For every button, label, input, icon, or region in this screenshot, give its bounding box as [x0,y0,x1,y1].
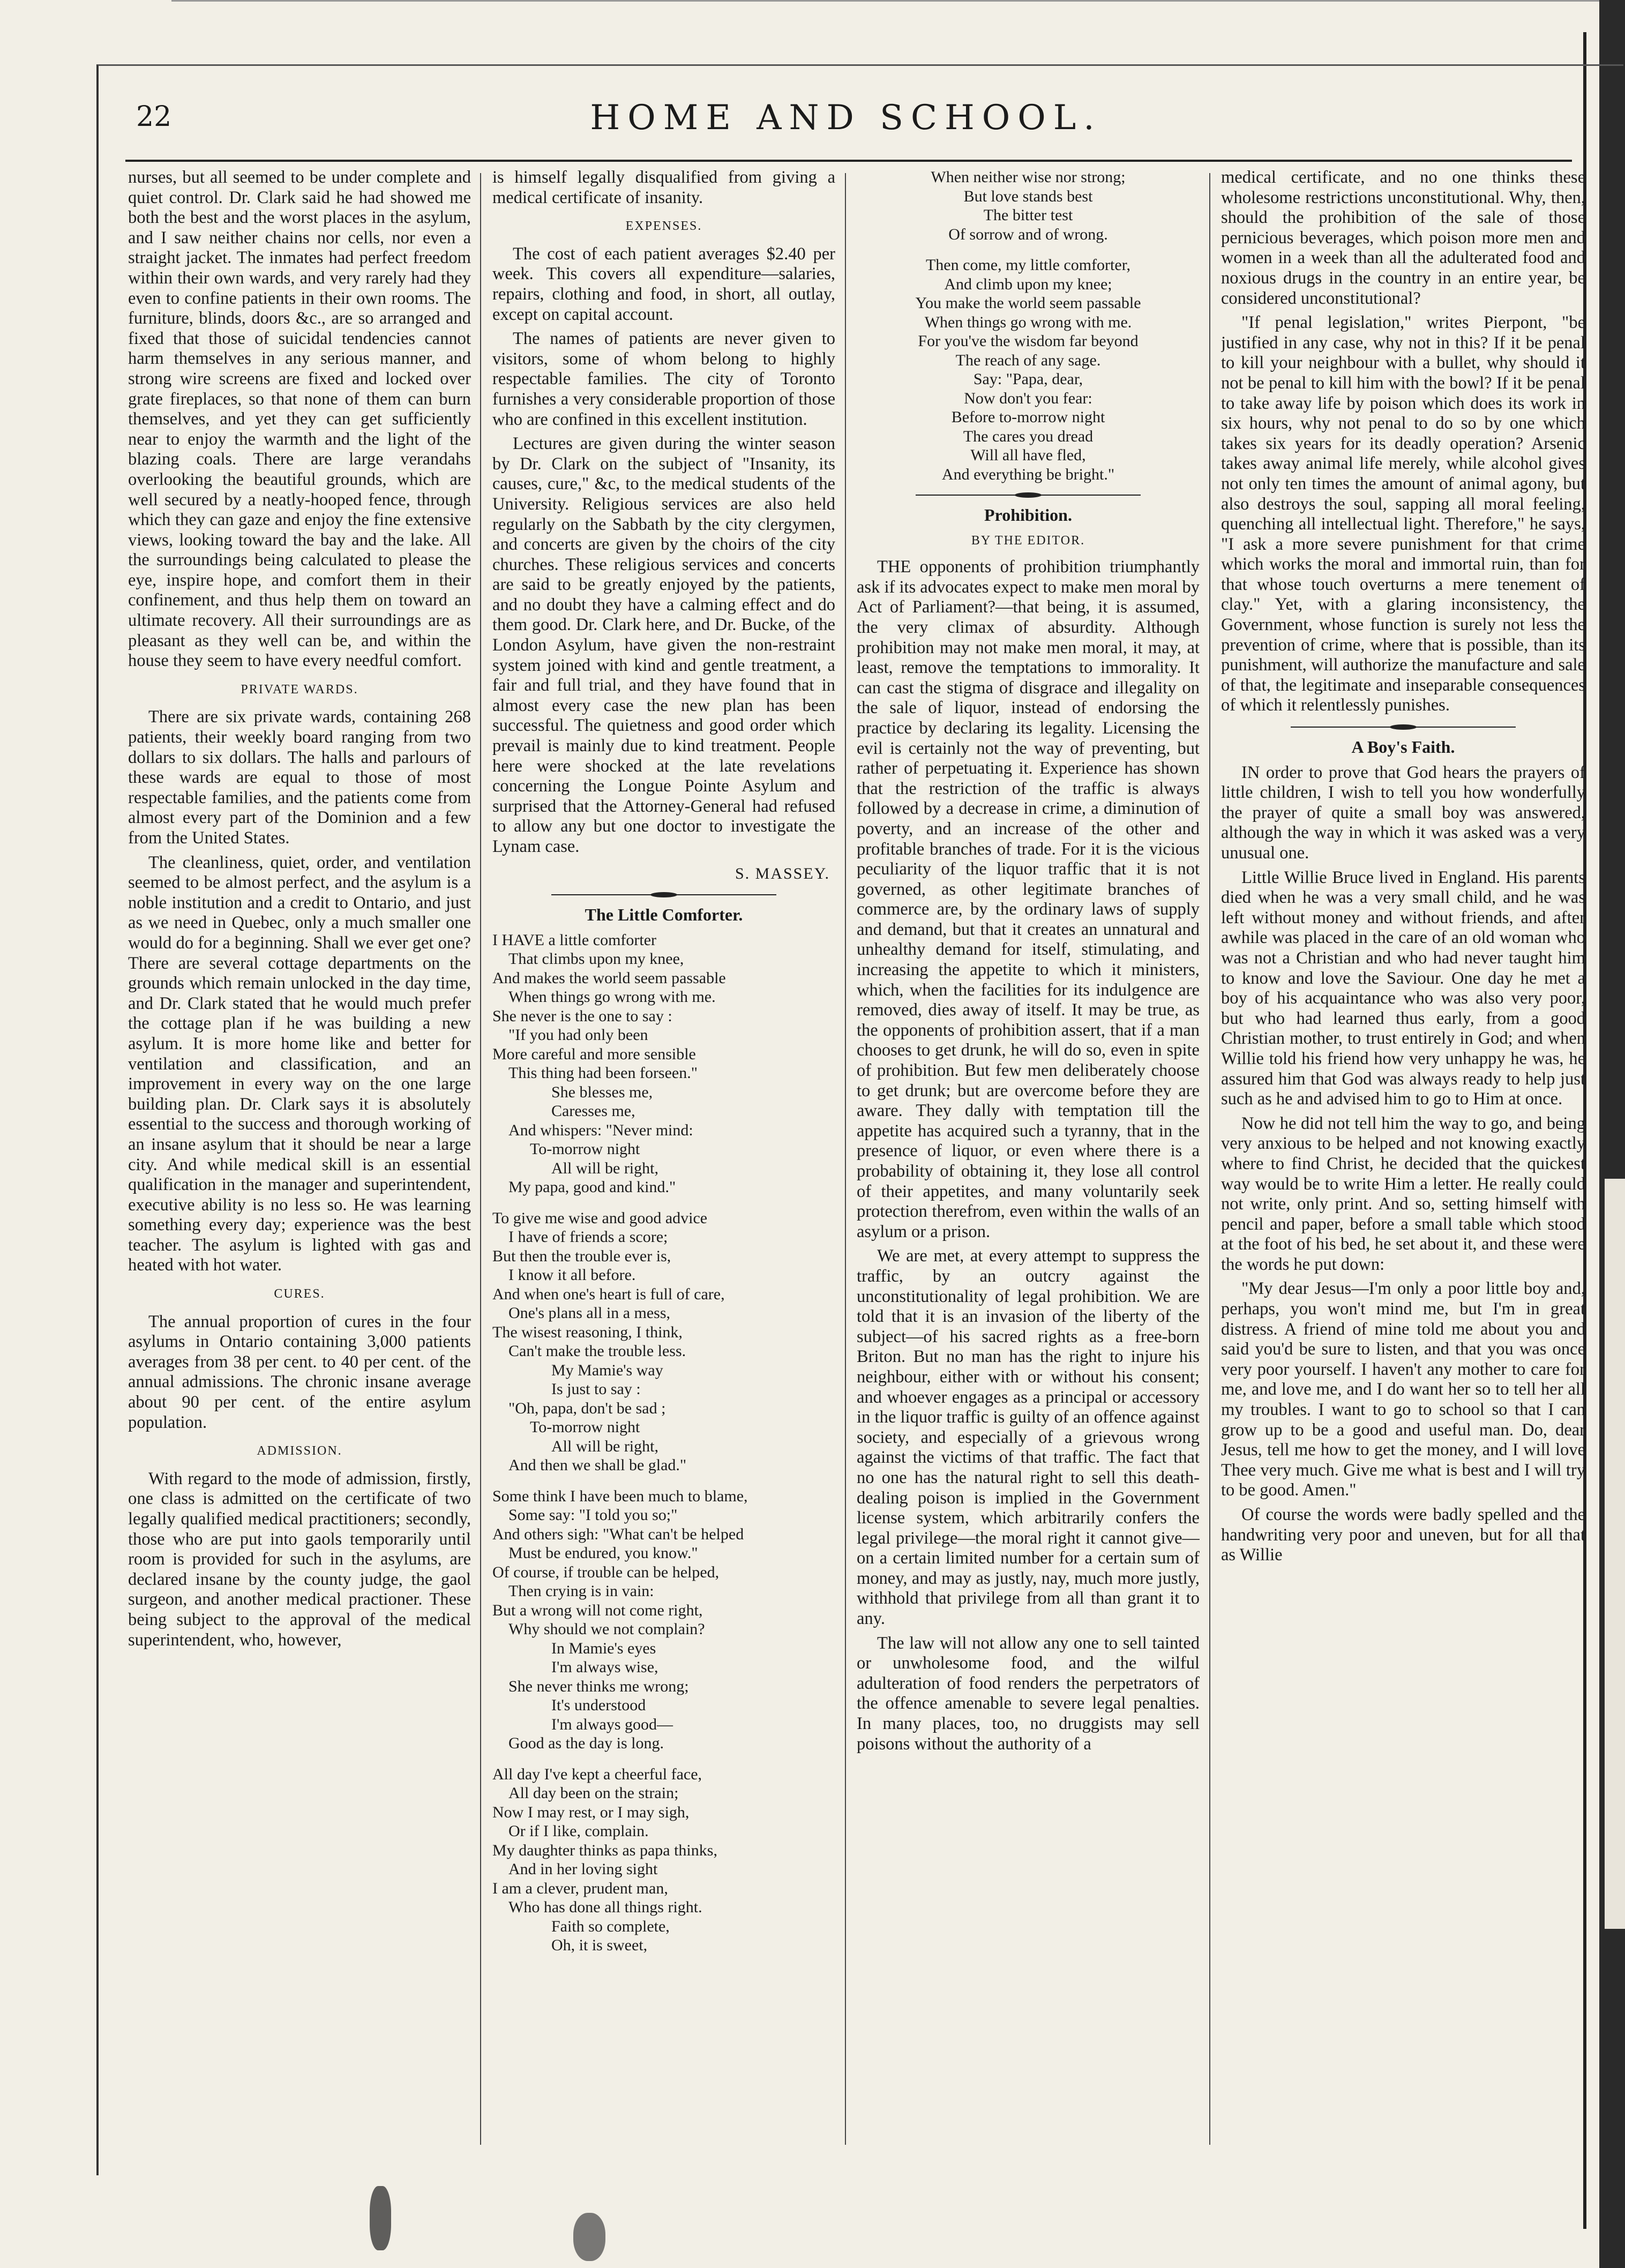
stanza-break [492,1753,835,1765]
paragraph: The cleanliness, quiet, order, and ventilation seemed to be almost perfect, and the asylum is a noble institution and a credit to Ontario, and just as we need in Quebec, only a much smaller one would do for a beginning. Shall we ever get one? There are several cottage departments on the grounds which remain unlocked in the day time, and Dr. Clark stated that he would much prefer the cottage plan if he was building a new asylum. It is more home like and better for ventilation and classification, and an improvement in every way on the one large building plan. Dr. Clark says it is absolutely essential to the success and thorough working of an insane asylum that it should be near a large city. And while medical skill is an essential qualification in the manager and superintendent, executive ability is no less so. He was learning something every day; experience was the best teacher. The asylum is lighted with gas and heated with hot water. [128,852,471,1275]
paragraph: With regard to the mode of admission, firstly, one class is admitted on the certificate of two legally qualified medical practitioners; secondly, those who are put into gaols temporarily until room is provided for such in the asylums, are declared insane by the county judge, the gaol surgeon, and another medical practioner. These being subject to the approval of the medical superintendent, who, however, [128,1469,471,1650]
poem-line: I know it all before. [508,1266,636,1284]
ornamental-divider [1291,724,1516,730]
paragraph: medical certificate, and no one thinks these wholesome restrictions unconstitutional. Why, then, should the prohibition of the sale of those pernicious beverages, which poison more men and women in a week than all the adulterated food and noxious drugs in the country in an entire year, be considered unconstitutional? [1221,168,1585,308]
paragraph: "If penal legislation," writes Pierpont, "be justified in any case, why not in this? If it be penal to kill your neighbour with a bullet, why should it not be penal to kill him with the bowl? If it be penal to take away life by poison which does its work in six hours, why not penal to do so by one which takes six years for its deadly operation? Arsenic takes away animal life merely, while alcohol gives not only ten times the amount of animal agony, but also destroys the soul, sapping all moral feeling, quenching all intellectual light. Therefore," he says, "I ask a more severe punishment for that crime which works the moral and immortal ruin, than for that whose touch overturns a mere tenement of clay." Yet, with a glaring inconsistency, the Government, whose function is surely not less the prevention of crime, where that is possible, than its punishment, will authorize the manufacture and sale of that, the legitimate and inseparable consequences of which it relentlessly punishes. [1221,313,1585,715]
poem-line: Good as the day is long. [508,1734,664,1753]
paragraph: THE opponents of prohibition triumphantly ask if its advocates expect to make men moral by Act of Parliament?—that being, it is assumed, the very climax of absurdity. Although prohibition may not make men moral, it may, at least, remove the temptations to immorality. It can cast the stigma of disgrace and illegality on the sale of liquor, instead of endorsing the practice by declaring its legality. Licensing the evil is certainly not the way of preventing, but rather of perpetuating it. Experience has shown that the restriction of the traffic is always followed by a decrease in crime, a diminution of poverty, and an increase of the other and profitable branches of trade. For it is the vicious peculiarity of the liquor traffic that it is not governed, as other legitimate branches of commerce are, by the ordinary laws of supply and demand, but that it creates an unnatural and unhealthy demand for itself, stimulating, and increasing the appetite to which it ministers, which, when the facilities for its indulgence are removed, dies away of itself. It may be true, as the opponents of prohibition assert, that if a man chooses to get drunk, he will do so, even in spite of prohibition. But few men deliberately choose to get drunk; but are overcome before they are aware. They dally with temptation till the appetite has acquired such a tyranny, that in the presence of liquor, or even where there is a probability of obtaining it, they lose all control of their appetites, and many voluntarily seek protection therefrom, even within the walls of an asylum or a prison. [857,557,1200,1241]
poem-line: And then we shall be glad." [508,1456,687,1474]
poem-line: Can't make the trouble less. [508,1342,686,1360]
poem-line: Then crying is in vain: [508,1582,654,1600]
poem-line: But then the trouble ever is, [492,1247,671,1265]
column-2 [492,168,835,2150]
poem-line: To-morrow night [530,1140,640,1158]
poem-title: The Little Comforter. [585,905,743,925]
poem-line: Faith so complete, [551,1917,670,1935]
poem-line: Why should we not complain? [508,1620,705,1638]
poem-line: Before to-morrow night [951,408,1105,426]
poem-line: I HAVE a little comforter [492,931,657,949]
poem-line: My papa, good and kind." [508,1178,676,1196]
ornamental-divider [916,492,1141,498]
ornamental-divider [551,892,776,897]
paragraph: The law will not allow any one to sell tainted or unwholesome food, and the wilful adulteration of food renders the perpetrators of the offence amenable to severe legal penalties. In many places, too, no druggists may sell poisons without the authority of a [857,1633,1200,1754]
poem-line: That climbs upon my knee, [508,950,684,968]
ink-blot [370,2186,391,2250]
column-4 [1221,168,1585,2150]
poem-line: When things go wrong with me. [508,988,716,1006]
paragraph: There are six private wards, containing 268 patients, their weekly board ranging from two dollars to six dollars. The halls and parlours of these wards are equal to those of most respectable families, and the patients come from almost every part of the Dominion and a few from the United States. [128,707,471,848]
poem-line: I'm always wise, [551,1658,658,1676]
poem-line: I am a clever, prudent man, [492,1879,668,1897]
column-rule-1 [480,173,481,2145]
poem-line: For you've the wisdom far beyond [918,332,1139,350]
column-rule-2 [845,173,846,2145]
poem-line: Some say: "I told you so;" [508,1506,678,1524]
poem-line: The bitter test [983,206,1073,224]
poem-line: And climb upon my knee; [944,275,1112,293]
poem-line: Then come, my little comforter, [925,256,1130,274]
poem-line: Or if I like, complain. [508,1822,649,1840]
masthead-title: HOME AND SCHOOL. [590,98,1102,138]
poem-line: Caresses me, [551,1102,635,1120]
paragraph: We are met, at every attempt to suppress the traffic, by an outcry against the unconstitutionality of legal prohibition. We are told that it is an invasion of the liberty of the subject—of his sacred rights as a free-born Briton. But no man has the right to injure his neighbour, either with or without his consent; and whoever engages as a principal or accessory in the liquor traffic is guilty of an offence against society, and especially of a grievous wrong against the victims of that traffic. The fact that no one has the natural right to sell this death-dealing poison is implied in the Government license system, which arbitrarily confers the legal privilege—the moral right it cannot give—on a certain limited number for a certain sum of money, and may as justly, nay, much more justly, withhold that privilege from all than grant it to any. [857,1246,1200,1629]
stanza-break [492,1475,835,1487]
poem-line: All day been on the strain; [508,1784,679,1802]
poem-line: My daughter thinks as papa thinks, [492,1841,717,1859]
poem-line: And when one's heart is full of care, [492,1285,725,1303]
poem-line: "If you had only been [508,1026,648,1044]
paragraph: is himself legally disqualified from giving a medical certificate of insanity. [492,168,835,207]
poem-conclusion [857,168,1200,484]
stanza-break [492,1197,835,1209]
poem-line: Is just to say : [551,1380,641,1398]
poem-line: This thing had been forseen." [508,1064,698,1082]
author-signature: S. MASSEY. [735,864,830,882]
poem-line: And others sigh: "What can't be helped [492,1525,744,1543]
header-rule [125,160,1572,162]
poem-line: But love stands best [963,187,1093,205]
poem-line: Of sorrow and of wrong. [948,225,1108,243]
poem-line: Must be endured, you know." [508,1544,698,1562]
poem-line: But a wrong will not come right, [492,1601,703,1619]
poem-line: When neither wise nor strong; [931,168,1126,186]
poem-line: When things go wrong with me. [924,313,1132,331]
column-3 [857,168,1200,2150]
poem-line: Oh, it is sweet, [551,1936,648,1955]
poem-line: "Oh, papa, don't be sad ; [508,1399,666,1417]
article-title-boys-faith: A Boy's Faith. [1351,737,1455,757]
poem-line: Of course, if trouble can be helped, [492,1563,720,1581]
top-edge-rule [171,0,1618,2]
paragraph: The annual proportion of cures in the four asylums in Ontario containing 3,000 patients averages from 38 per cent. to 40 per cent. of the annual admissions. The chronic insane average about 90 per cent. of the entire asylum population. [128,1312,471,1432]
paragraph: The cost of each patient averages $2.40 per week. This covers all expenditure—salaries, repairs, clothing and food, in short, all outlay, except on capital account. [492,244,835,324]
poem-line: All day I've kept a cheerful face, [492,1765,702,1783]
poem-line: Some think I have been much to blame, [492,1487,748,1505]
poem-line: I'm always good— [551,1715,673,1733]
paragraph: The names of patients are never given to visitors, some of whom belong to highly respectable families. The city of Toronto furnishes a very considerable proportion of those who are confined in this excellent institution. [492,329,835,429]
poem-line: The wisest reasoning, I think, [492,1323,683,1341]
section-heading-admission: ADMISSION. [257,1444,342,1458]
page-header [136,87,1556,152]
article-byline: BY THE EDITOR. [971,533,1085,548]
poem-line: One's plans all in a mess, [508,1304,671,1322]
poem-line: She never is the one to say : [492,1007,672,1025]
paragraph: IN order to prove that God hears the prayers of little children, I wish to tell you how wonderfully the prayer of quite a small boy was answered, although the way in which it was asked was a very unusual one. [1221,762,1585,863]
poem-line: And in her loving sight [508,1860,658,1878]
poem-line: Will all have fled, [970,446,1086,464]
stanza-break [857,244,1200,256]
poem-line: She never thinks me wrong; [508,1677,689,1695]
column-1 [128,168,471,2150]
article-title-prohibition: Prohibition. [984,505,1072,525]
paragraph: Lectures are given during the winter season by Dr. Clark on the subject of "Insanity, its causes, cure," &c, to the medical students of the University. Religious services are also held regularly on the Sabbath by the city clergymen, and concerts are given by the choirs of the city churches. These religious services and concerts are said to be greatly enjoyed by the patients, and no doubt they have a calming effect and do them good. Dr. Clark here, and Dr. Bucke, of the London Asylum, have given the non-restraint system joined with kind and gentle treatment, a fair and full trial, and they have found that in almost every case the new plan has been successful. The quietness and good order which prevail is mainly due to kind treatment. People here were shocked at the late revelations concerning the Longue Pointe Asylum and surprised that the Attorney-General had refused to allow any but one doctor to investigate the Lynam case. [492,434,835,856]
poem-line: To give me wise and good advice [492,1209,708,1227]
paragraph: nurses, but all seemed to be under complete and quiet control. Dr. Clark said he had showed me both the best and the worst places in the asylum, and I saw neither chains nor cells, nor even a straight jacket. The inmates had perfect freedom within their own wards, and very rarely had they even to confine patients in their own rooms. The furniture, blinds, doors &c., are so arranged and fixed that those of suicidal tendencies cannot harm themselves in any serious manner, and strong wire screens are fixed and locked over grate fireplaces, so that none of them can burn themselves, and yet they can get sufficiently near to enjoy the warmth and the light of the blazing coals. There are large verandahs overlooking the beautiful grounds, which are well secured by a neatly-hooped fence, through which they can gaze and enjoy the fine extensive views, looking toward the bay and the lake. All the surroundings being calculated to please the eye, inspire hope, and comfort them in their confinement, and thus help them on toward an ultimate recovery. All their surroundings are as pleasant as they well can be, and within the house they seem to have every needful comfort. [128,168,471,671]
poem-line: All will be right, [551,1159,658,1177]
poem-line: The cares you dread [963,427,1094,445]
poem-line: The reach of any sage. [955,351,1101,369]
poem-line: To-morrow night [530,1418,640,1436]
poem-line: And makes the world seem passable [492,969,726,987]
poem-line: Now I may rest, or I may sigh, [492,1803,690,1821]
poem-line: Say: "Papa, dear, [973,370,1083,388]
section-heading-private-wards: PRIVATE WARDS. [241,682,358,697]
poem-line: It's understood [551,1696,646,1715]
section-heading-expenses: EXPENSES. [625,219,702,234]
column-rule-3 [1209,173,1210,2145]
poem-body [492,931,835,1955]
poem-line: In Mamie's eyes [551,1639,656,1657]
poem-line: She blesses me, [551,1083,653,1101]
poem-line: All will be right, [551,1437,658,1455]
newspaper-page [96,64,1623,2175]
paragraph: "My dear Jesus—I'm only a poor little boy and, perhaps, you won't mind me, but I'm in great distress. A friend of mine told me about you and said you'd be sure to listen, and that you was once very poor yourself. I haven't any mother to care for me, and love me, and I do want her so to tell her all my troubles. I want to go to school so that I can grow up to be a good and useful man. Do, dear Jesus, tell me how to get the money, and I will love Thee very much. Give me what is best and I will try to be good. Amen." [1221,1279,1585,1500]
poem-line: You make the world seem passable [915,294,1141,312]
poem-line: I have of friends a score; [508,1228,668,1246]
paragraph: Little Willie Bruce lived in England. His parents died when he was a very small child, and he was left without money and without friends, and after awhile was placed in the care of an old woman who was not a Christian and who had never taught him to know and love the Saviour. One day he met a boy of his acquaintance who was also very poor, but who had learned thus early, from a good Christian mother, to trust entirely in God; and when Willie told his friend how very unhappy he was, he assured him that God was always ready to help just such as he and advised him to go to Him at once. [1221,867,1585,1109]
section-heading-cures: CURES. [274,1287,325,1301]
poem-line: And everything be bright." [941,465,1115,483]
ink-blot [573,2213,605,2261]
paragraph: Of course the words were badly spelled and the handwriting very poor and uneven, but for all that as Willie [1221,1505,1585,1565]
page-number: 22 [136,101,172,133]
poem-line: And whispers: "Never mind: [508,1121,693,1139]
poem-line: More careful and more sensible [492,1045,696,1063]
poem-line: My Mamie's way [551,1361,663,1379]
poem-line: Who has done all things right. [508,1898,702,1917]
paragraph: Now he did not tell him the way to go, and being very anxious to be helped and not knowing exactly where to find Christ, he decided that the quickest way would be to write Him a letter. He really could not write, only print. And so, setting himself with pencil and paper, before a small table which stood at the foot of his bed, he set about it, and these were the words he put down: [1221,1113,1585,1274]
poem-line: Now don't you fear: [964,389,1092,407]
